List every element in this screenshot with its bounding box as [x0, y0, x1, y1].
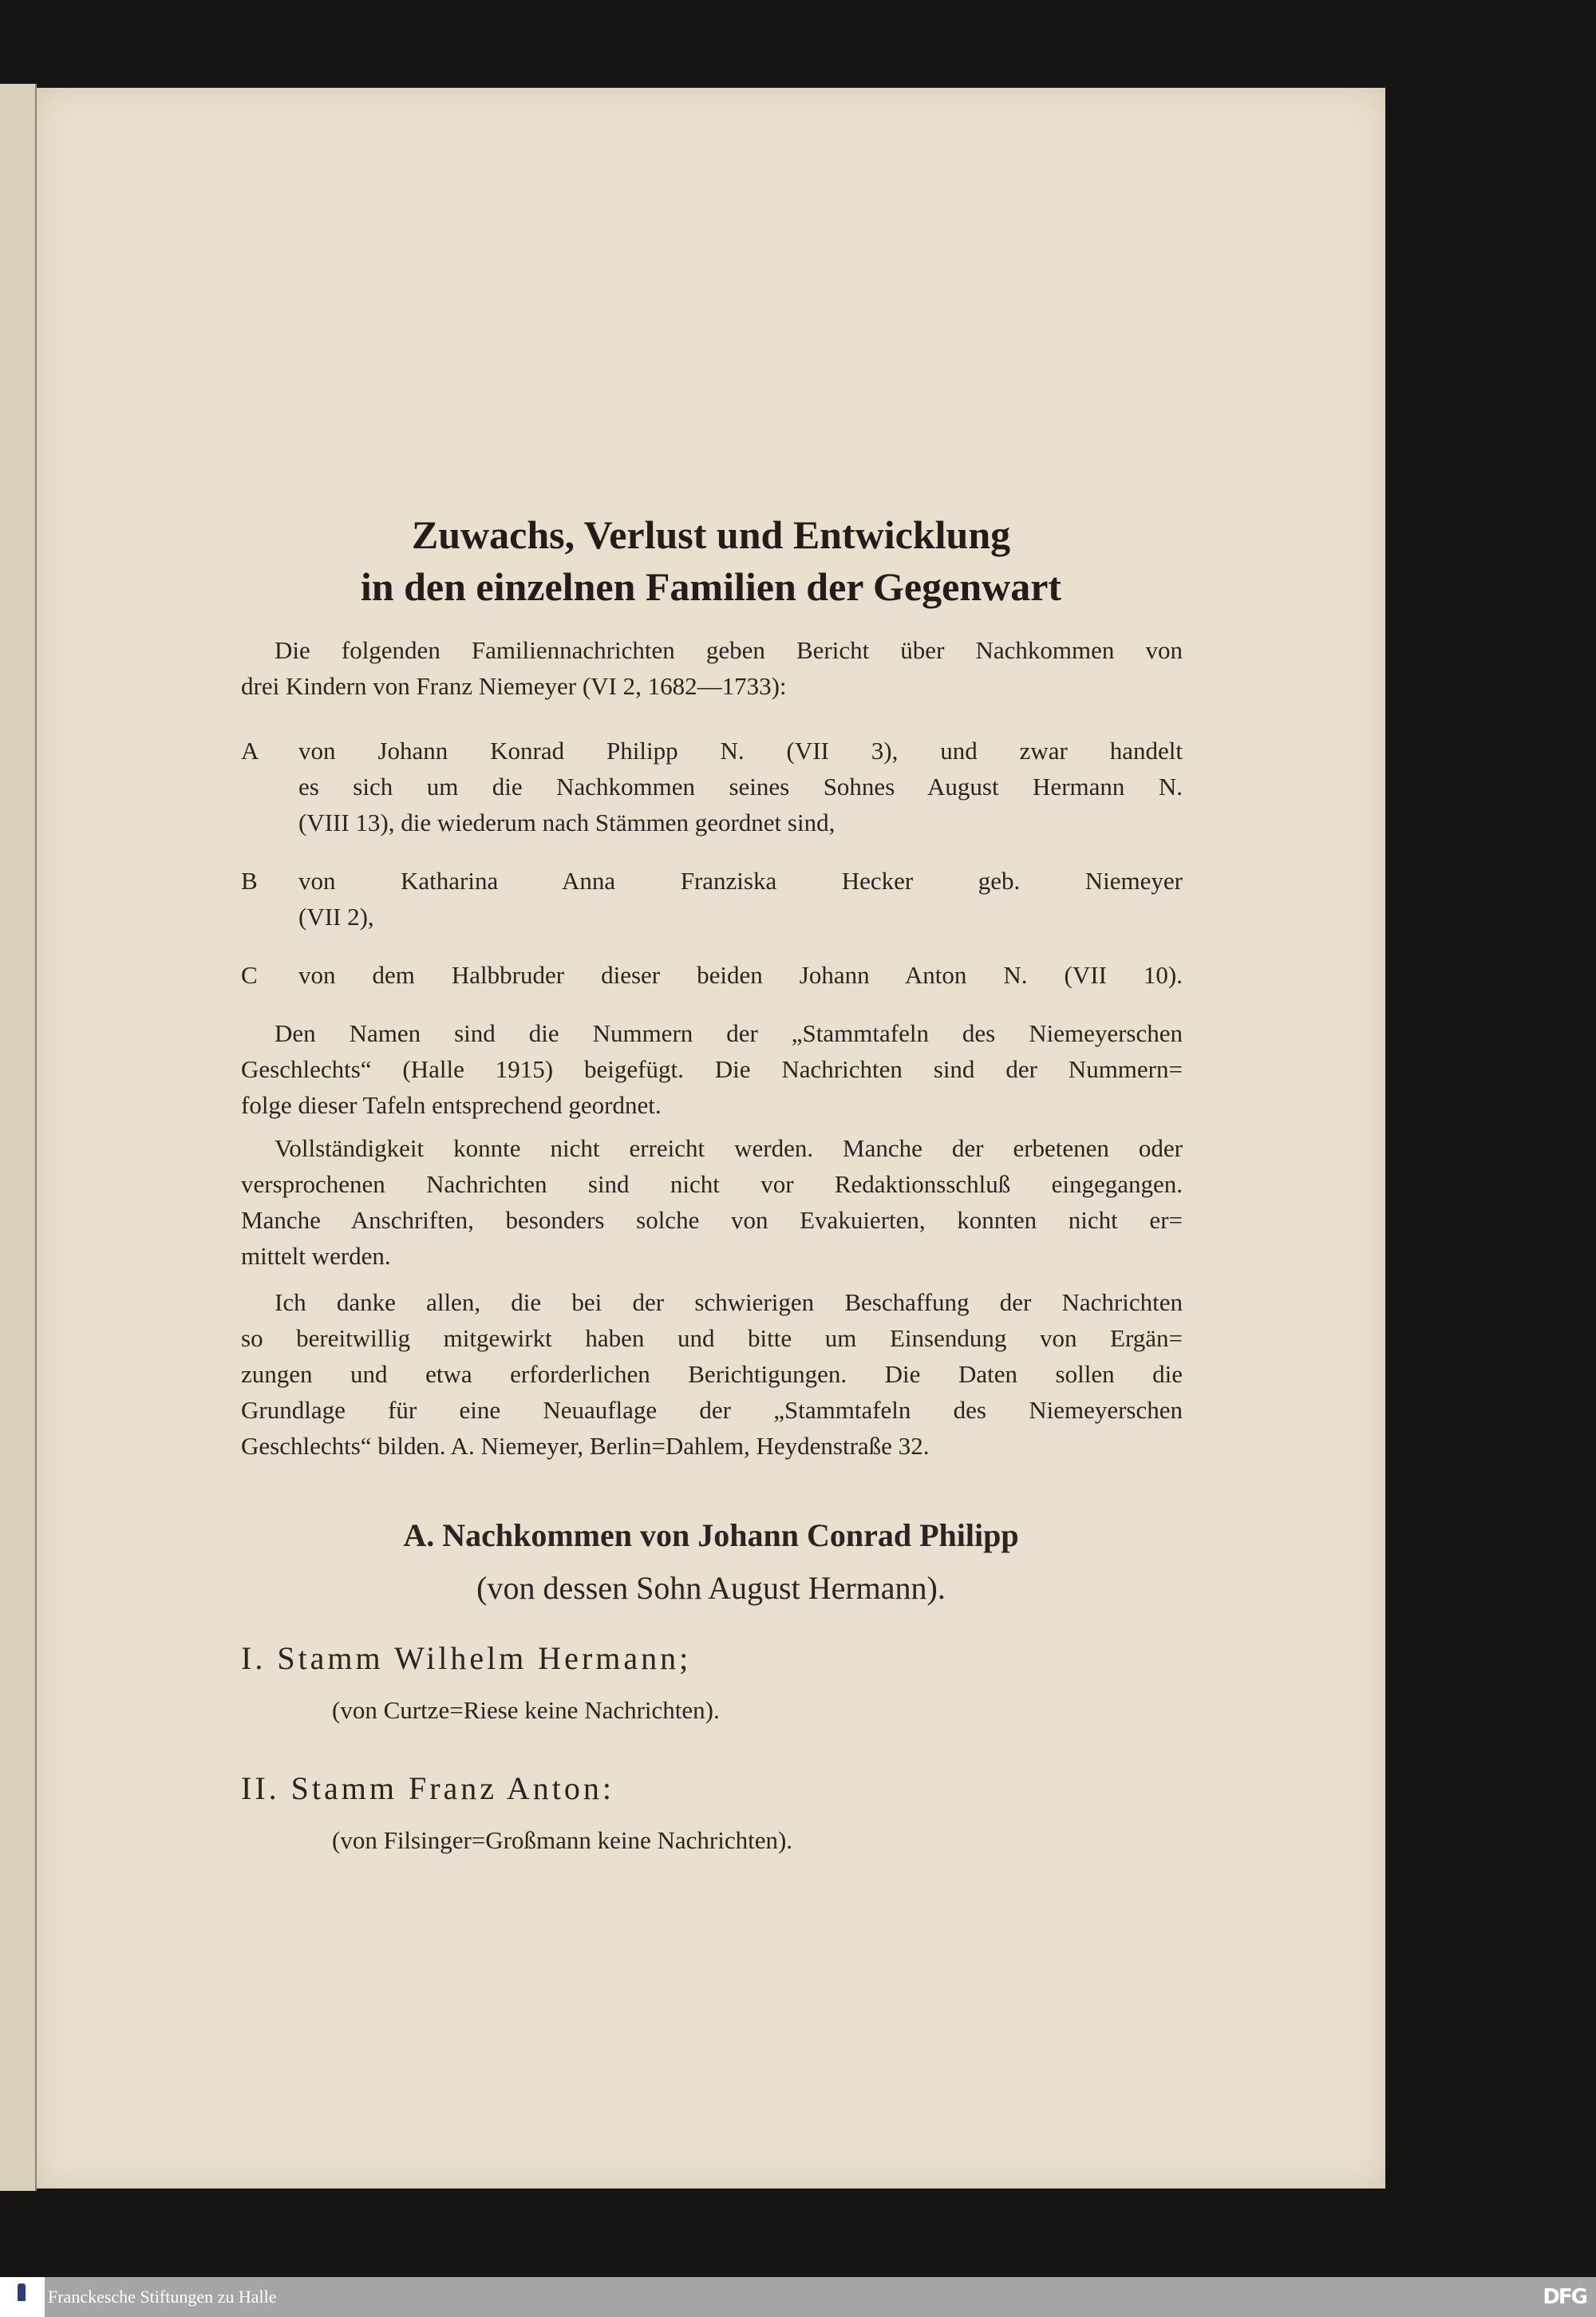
text-line: Den Namen sind die Nummern der „Stammtafeln des Niemeyerschen: [275, 1019, 1183, 1047]
text-line: es sich um die Nachkommen seines Sohnes August Hermann N.: [298, 773, 1183, 801]
text-line: Grundlage für eine Neuauflage der „Stammtafeln des Niemeyerschen: [241, 1396, 1183, 1424]
text-line: Die folgenden Familiennachrichten geben Bericht über Nachkommen von: [275, 636, 1183, 664]
institution-logo: [0, 2277, 45, 2317]
text-line: zungen und etwa erforderlichen Berichtigungen. Die Daten sollen die: [241, 1360, 1183, 1388]
title-line-2: in den einzelnen Familien der Gegenwart: [360, 564, 1062, 609]
paragraph-numbering: [241, 1015, 1183, 1123]
item-letter: B: [241, 867, 258, 895]
text-line: Manche Anschriften, besonders solche von Evakuierten, konnten nicht er=: [241, 1206, 1183, 1234]
stamm-heading: I. Stamm Wilhelm Hermann;: [241, 1640, 692, 1676]
section-heading: A. Nachkommen von Johann Conrad Philipp: [403, 1517, 1019, 1553]
item-letter: C: [241, 961, 258, 989]
text-line: von Johann Konrad Philipp N. (VII 3), und zwar handelt: [298, 737, 1183, 765]
text-line: drei Kindern von Franz Niemeyer (VI 2, 1682—1733):: [241, 672, 787, 700]
text-line: Geschlechts“ (Halle 1915) beigefügt. Die Nachrichten sind der Nummern=: [241, 1055, 1183, 1083]
dfg-logo: DFG: [1543, 2285, 1586, 2309]
text-line: (VII 2),: [298, 903, 374, 931]
text-line: von dem Halbbruder dieser beiden Johann Anton N. (VII 10).: [298, 961, 1183, 989]
text-line: von Katharina Anna Franziska Hecker geb. Niemeyer: [298, 867, 1183, 895]
stamm-note: (von Filsinger=Großmann keine Nachrichten).: [332, 1826, 793, 1854]
document-page: [37, 88, 1385, 2188]
section-subheading: (von dessen Sohn August Hermann).: [476, 1570, 946, 1606]
stamm-note: (von Curtze=Riese keine Nachrichten).: [332, 1696, 720, 1724]
text-line: so bereitwillig mitgewirkt haben und bitte um Einsendung von Ergän=: [241, 1324, 1183, 1352]
text-line: Ich danke allen, die bei der schwierigen Beschaffung der Nachrichten: [275, 1288, 1183, 1316]
text-line: Vollständigkeit konnte nicht erreicht werden. Manche der erbetenen oder: [275, 1134, 1183, 1162]
stamm-heading: II. Stamm Franz Anton:: [241, 1770, 614, 1806]
text-line: versprochenen Nachrichten sind nicht vor Redaktionsschluß eingegangen.: [241, 1170, 1183, 1198]
paragraph-completeness: [241, 1130, 1183, 1274]
text-line: mittelt werden.: [241, 1242, 391, 1270]
item-letter: A: [241, 737, 259, 765]
institution-name: Franckesche Stiftungen zu Halle: [48, 2287, 277, 2307]
paragraph-thanks: [241, 1284, 1183, 1464]
footer-bar: [0, 2277, 1596, 2317]
title-line-1: Zuwachs, Verlust und Entwicklung: [411, 512, 1011, 557]
text-line: (VIII 13), die wiederum nach Stämmen geordnet sind,: [298, 809, 836, 836]
facing-page-edge: [0, 84, 37, 2191]
logo-figure-icon: [18, 2283, 26, 2301]
text-line: folge dieser Tafeln entsprechend geordnet.: [241, 1091, 662, 1119]
intro-paragraph: [241, 632, 1183, 704]
text-line: Geschlechts“ bilden. A. Niemeyer, Berlin=Dahlem, Heydenstraße 32.: [241, 1432, 930, 1460]
